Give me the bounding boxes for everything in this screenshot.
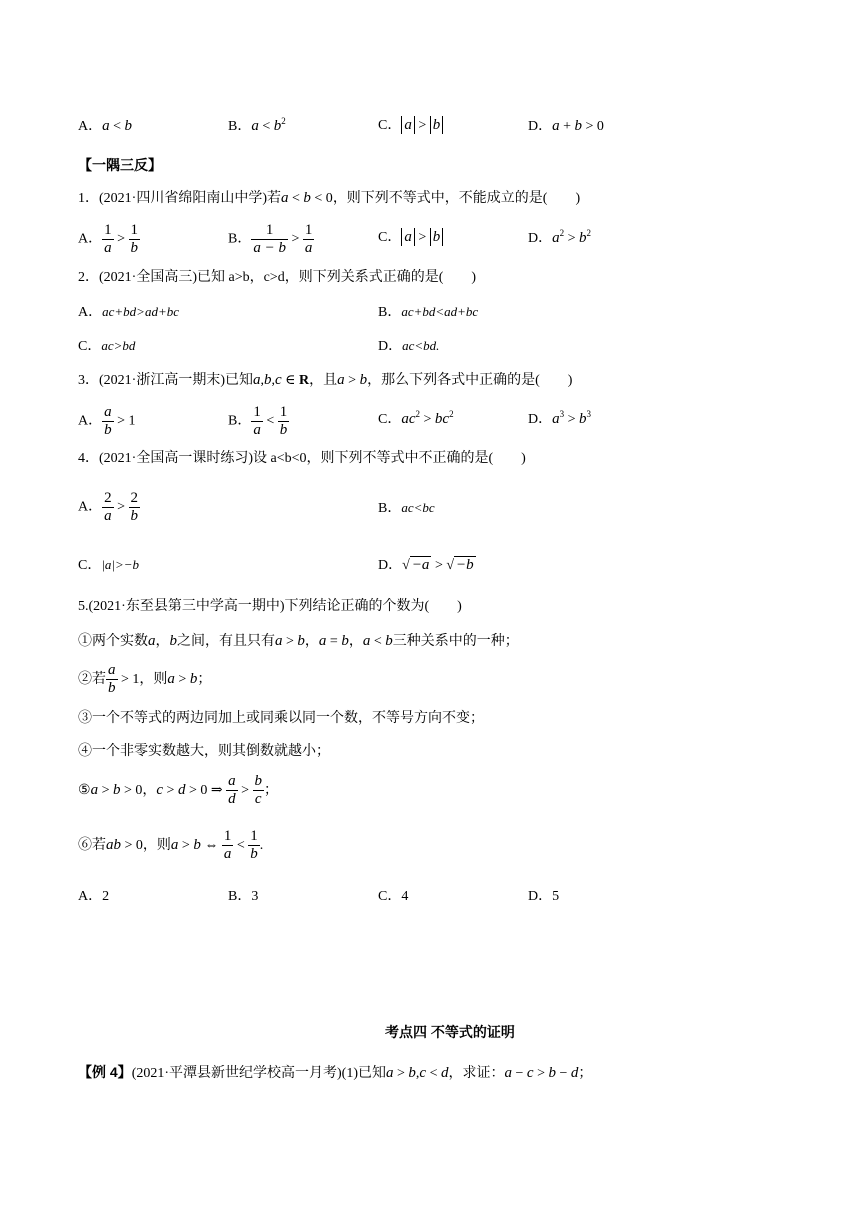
- q5-option-b: B．3: [228, 889, 259, 904]
- q2-option-c: C．ac>bd: [78, 338, 136, 354]
- q4-option-b: B．ac<bc: [378, 500, 435, 516]
- q3-option-b: B． $\frac{1}{a}$ < $\frac{1}{b}$: [228, 404, 288, 438]
- q0-option-c: C． a > b: [378, 116, 443, 136]
- q4-option-a: A． $\frac{2}{a}$ > $\frac{2}{b}$: [78, 490, 139, 524]
- q5-statement-5: ⑤a > b > 0，c > d > 0 ⇒ $\frac{a}{d}$ > $\frac{b}{c}$ ；: [78, 773, 278, 808]
- section-heading: 【一隅三反】: [78, 157, 162, 173]
- q0-option-a: A．a < b: [78, 118, 133, 134]
- q5-statement-1: ①两个实数a，b之间，有且只有a > b，a = b，a < b三种关系中的一种；: [78, 633, 519, 649]
- q5-statement-4: ④一个非零实数越大，则其倒数就越小；: [78, 744, 330, 759]
- q1-option-a: A． $\frac{1}{a}$ > $\frac{1}{b}$: [78, 222, 139, 256]
- q1-option-d: D．$a^2 > b^2$: [528, 228, 592, 246]
- q2-option-b: B．ac+bd<ad+bc: [378, 304, 479, 320]
- q5-option-d: D．5: [528, 889, 560, 904]
- q5-option-c: C．4: [378, 889, 409, 904]
- q0-option-d: D．a + b > 0: [528, 118, 604, 134]
- q0-option-b: B．$a < b^2$: [228, 116, 286, 134]
- example-4-stem: 【例 4】(2021·平潭县新世纪学校高一月考)(1)已知a > b,c < d，求证：a − c > b − d；: [78, 1064, 593, 1081]
- q3-option-a: A． $\frac{a}{b}$ > 1: [78, 404, 136, 438]
- q5-stem: 5.(2021·东至县第三中学高一期中)下列结论正确的个数为( ): [78, 599, 462, 614]
- q5-statement-3: ③一个不等式的两边同加上或同乘以同一个数，不等号方向不变；: [78, 711, 484, 726]
- q4-option-c: C．|a|>−b: [78, 557, 140, 573]
- q2-option-d: D．ac<bd.: [378, 338, 440, 354]
- q4-option-d: D．√ −a > √ −b: [378, 557, 474, 573]
- q3-option-c: C．$ac^2 > bc^2$: [378, 409, 454, 427]
- q3-option-d: D．$a^3 > b^3$: [528, 409, 592, 427]
- q4-stem: 4．(2021·全国高一课时练习)设 a<b<0，则下列不等式中不正确的是( ): [78, 451, 526, 466]
- q2-option-a: A．ac+bd>ad+bc: [78, 304, 179, 320]
- topic-heading: 考点四 不等式的证明: [385, 1024, 515, 1040]
- q5-statement-2: ②若 $\frac{a}{b}$ > 1，则a > b；: [78, 662, 212, 697]
- q2-stem: 2．(2021·全国高三)已知 a>b，c>d，则下列关系式正确的是( ): [78, 270, 477, 285]
- q5-option-a: A．2: [78, 889, 110, 904]
- q3-stem: 3．(2021·浙江高一期末)已知a,b,c ∈ R，且a > b，那么下列各式中正确的是( ): [78, 372, 573, 388]
- q1-stem: 1．(2021·四川省绵阳南山中学)若a < b < 0，则下列不等式中，不能成立的是( ): [78, 190, 581, 206]
- q1-option-b: B． $\frac{1}{a - b}$ > $\frac{1}{a}$: [228, 222, 313, 256]
- q1-option-c: C． a > b: [378, 228, 443, 248]
- q5-statement-6: ⑥若ab > 0，则a > b ⇔ $\frac{1}{a}$ < $\frac{1}{b}$ .: [78, 828, 264, 863]
